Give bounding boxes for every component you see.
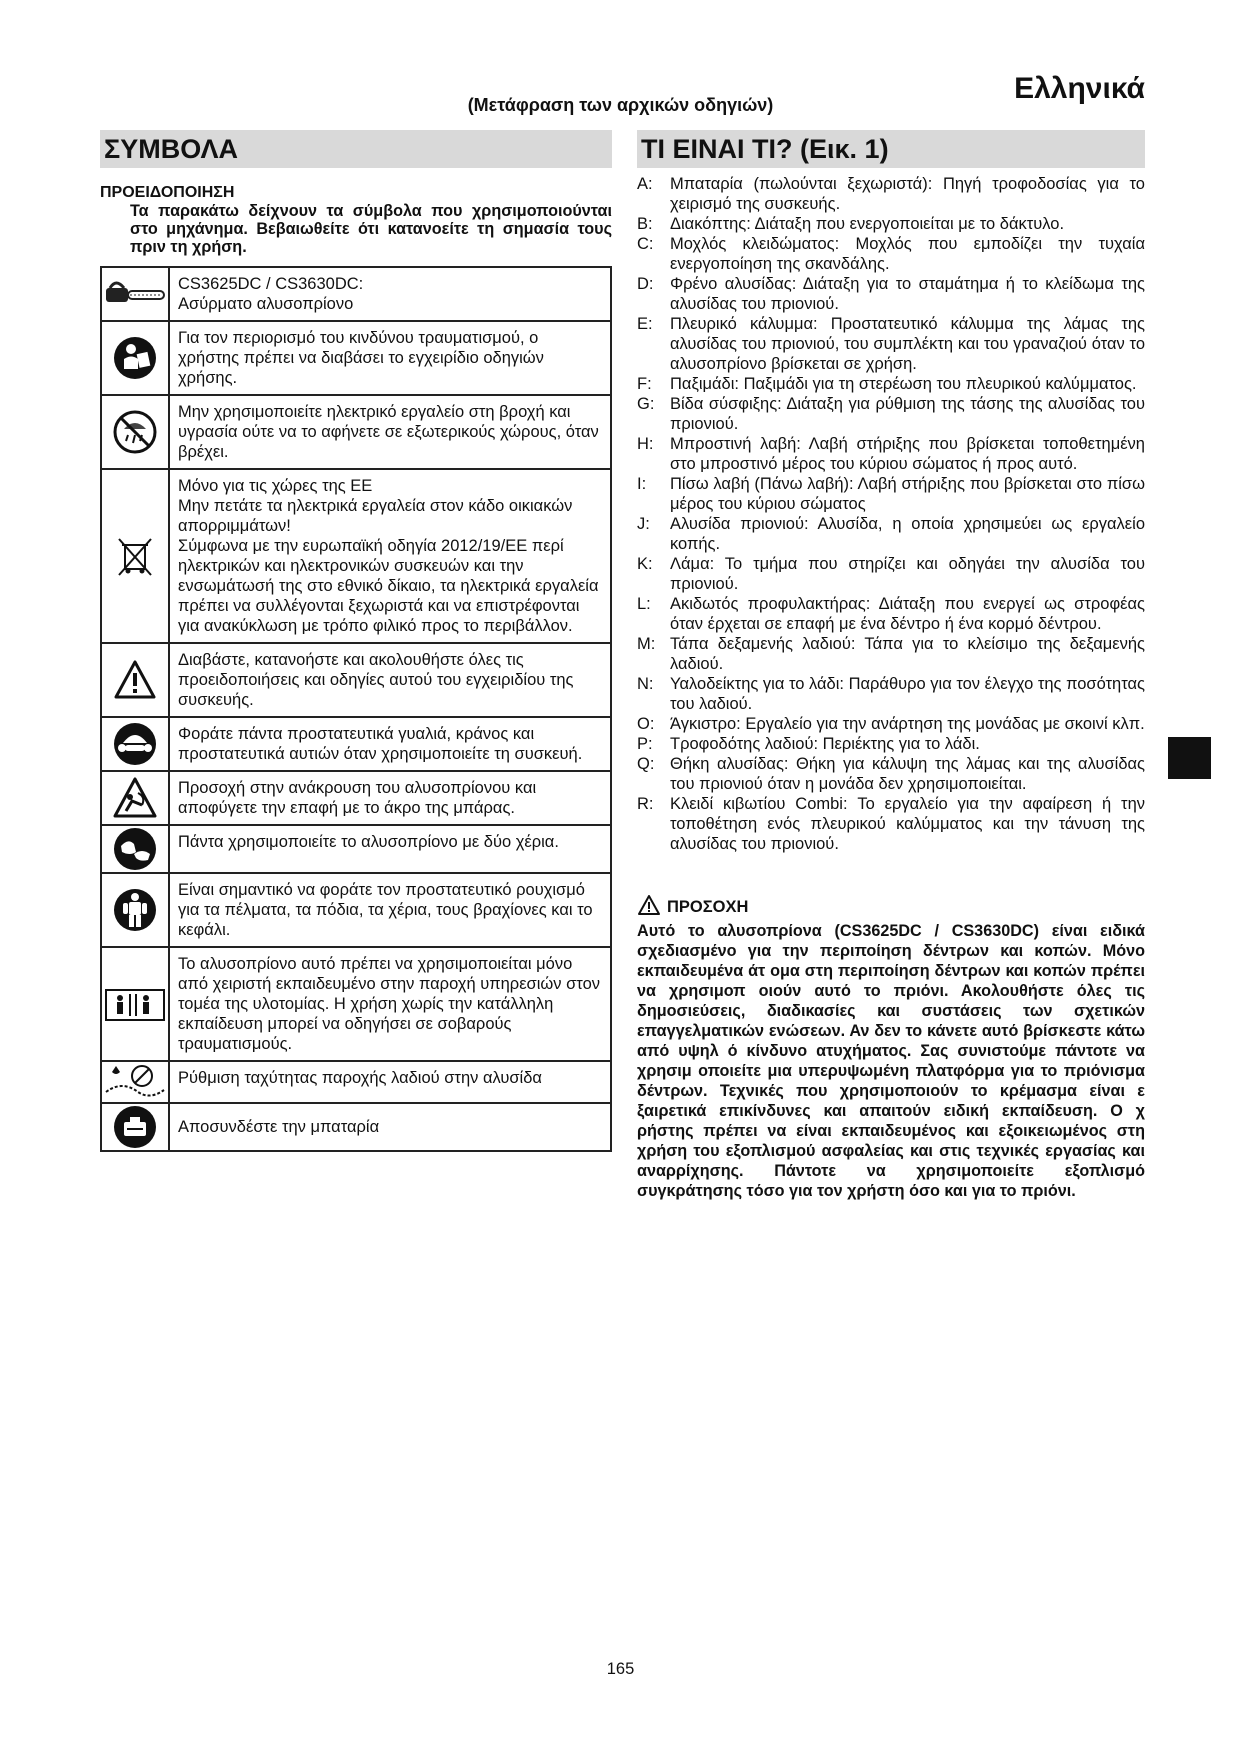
part-letter: E:: [637, 315, 653, 333]
translation-subtitle: (Μετάφραση των αρχικών οδηγιών): [467, 95, 774, 115]
language-label: Ελληνικά: [1014, 72, 1145, 105]
symbol-row: [101, 873, 611, 947]
part-letter: I:: [637, 475, 647, 493]
part-description: Αλυσίδα πριονιού: Αλυσίδα, η οποία χρησιμεύει ως εργαλείο κοπής.: [670, 515, 1145, 553]
list-item: [637, 174, 1145, 214]
tree-service-icon: [102, 984, 168, 1024]
part-description: Μπαταρία (πωλούνται ξεχωριστά): Πηγή τροφοδοσίας για το χειρισμό της συσκευής.: [670, 175, 1145, 213]
part-letter: D:: [637, 275, 654, 293]
symbols-table: [100, 266, 612, 1152]
part-letter: J:: [637, 515, 650, 533]
part-description: Ακιδωτός προφυλακτήρας: Διάταξη που ενεργεί ως στροφέας όταν έρχεται σε επαφή με ένα δέντρο ή ένα κορμό δέντρου.: [670, 595, 1145, 633]
part-description: Τάπα δεξαμενής λαδιού: Τάπα για το κλείσιμο της δεξαμενής λαδιού.: [670, 635, 1145, 673]
list-item: [637, 214, 1145, 234]
part-letter: N:: [637, 675, 654, 693]
list-item: [637, 594, 1145, 634]
kickback-warning-icon: [112, 775, 158, 821]
symbol-text-line: Μην χρησιμοποιείτε ηλεκτρικό εργαλείο στη βροχή και υγρασία ούτε να το αφήνετε σε εξωτερικούς χώρους, όταν βρέχει.: [178, 403, 599, 461]
symbol-text-line: Φοράτε πάντα προστατευτικά γυαλιά, κράνος και προστατευτικά αυτιών όταν χρησιμοποιείτε τη συσκευή.: [178, 725, 583, 763]
part-letter: P:: [637, 735, 653, 753]
symbol-row: [101, 771, 611, 825]
part-description: Υαλοδείκτης για το λάδι: Παράθυρο για τον έλεγχο της ποσότητας του λαδιού.: [670, 675, 1145, 713]
symbol-text-line: Μόνο για τις χώρες της ΕΕ: [178, 477, 373, 495]
symbol-text-line: Ρύθμιση ταχύτητας παροχής λαδιού στην αλυσίδα: [178, 1069, 542, 1087]
part-description: Κλειδί κιβωτίου Combi: Το εργαλείο για την αφαίρεση ή την τοποθέτηση ενός πλευρικού καλύμματος και την τάνυση της αλυσίδας του πριονιού.: [670, 795, 1145, 853]
symbol-text-line: Μην πετάτε τα ηλεκτρικά εργαλεία στον κάδο οικιακών απορριμμάτων!: [178, 497, 573, 535]
list-item: [637, 714, 1145, 734]
part-description: Φρένο αλυσίδας: Διάταξη για το σταμάτημα ή το κλείδωμα της αλυσίδας του πριονιού.: [670, 275, 1145, 313]
part-description: Θήκη αλυσίδας: Θήκη για κάλυψη της λάμας και της αλυσίδας του πριονιού όταν η μονάδα δεν χρησιμοποιείται.: [670, 755, 1145, 793]
symbols-heading: ΣΥΜΒΟΛΑ: [100, 130, 612, 168]
symbol-text-line: Το αλυσοπρίονο αυτό πρέπει να χρησιμοποιείται μόνο από χειριστή εκπαιδευμένο στην παροχή υπηρεσιών στον τομέα της υλοτομίας. Η χρήση χωρίς την κατάλληλη εκπαίδευση μπορεί να οδηγήσει σε σοβαρούς τραυματισμούς.: [178, 955, 601, 1053]
part-description: Πλευρικό κάλυμμα: Προστατευτικό κάλυμμα της λάμας της αλυσίδας του πριονιού, του συμπλέκτη και του γραναζιού όταν το αλυσοπρίονο βρίσκεται σε χρήση.: [670, 315, 1145, 373]
symbol-row: [101, 395, 611, 469]
symbol-row: [101, 947, 611, 1061]
caution-text: Αυτό το αλυσοπρίονα (CS3625DC / CS3630DC) είναι ειδικά σχεδιασμένο για την περιποίηση δέντρων και κοπών. Μόνο εκπαιδευμένα άτ ομα στη περιποίηση δέντρων και κοπών πρέπει να χρησιμοπ οιούν αυτό το πριόνι. Ακολουθήστε όλες τις δημοσιεύσεις, διαδικασίες και συστάσεις των σχετικών επαγγελματικών ενώσεων. Αν δεν το κάνετε αυτό βρίσκεστε κάτω από υψηλ ό κίνδυνο ατυχήματος. Σας συνιστούμε πάντοτε να χρησιμ οποιείτε μια υπερυψωμένη πλατφόρμα για το πριόνισμα δέντρων. Τεχνικές που χρησιμοποιούν το κρέμασμα είναι ε ξαιρετικά επικίνδυνες και απαιτούν ειδική εκπαίδευση. Ο χ ρήστης πρέπει να είναι εκπαιδευμένος και εξοικειωμένος στη χρήση του εξοπλισμού ασφαλείας και στις τεχνικές εργασίας και αναρρίχησης. Πάντοτε να χρησιμοποιείτε εξοπλισμό συγκράτησης τόσο για τον χρήστη όσο και για το πριόνι.: [637, 922, 1145, 1200]
part-description: Μοχλός κλειδώματος: Μοχλός που εμποδίζει την τυχαία ενεργοποίηση της σκανδάλης.: [670, 235, 1145, 273]
part-description: Μπροστινή λαβή: Λαβή στήριξης που βρίσκεται τοποθετημένη στο μπροστινό μέρος του κύριου σώματος ή προς αυτό.: [670, 435, 1145, 473]
warning-title: ΠΡΟΕΙΔΟΠΟΙΗΣΗ: [100, 184, 235, 201]
part-letter: R:: [637, 795, 654, 813]
part-letter: M:: [637, 635, 656, 653]
symbol-text-line: Αποσυνδέστε την μπαταρία: [178, 1118, 380, 1136]
what-is-what-section: [637, 130, 1145, 1201]
section-tab-marker: [1168, 737, 1211, 779]
part-description: Παξιμάδι: Παξιμάδι για τη στερέωση του πλευρικού καλύμματος.: [670, 375, 1137, 393]
part-letter: B:: [637, 215, 653, 233]
protective-gear-icon: [112, 721, 158, 767]
part-description: Βίδα σύσφιξης: Διάταξη για ρύθμιση της τάσης της αλυσίδας του πριονιού.: [670, 395, 1145, 433]
list-item: [637, 434, 1145, 474]
part-letter: C:: [637, 235, 654, 253]
symbol-text-line: Πάντα χρησιμοποιείτε το αλυσοπρίονο με δύο χέρια.: [178, 833, 559, 851]
list-item: [637, 514, 1145, 554]
what-is-what-heading: ΤΙ ΕΙΝΑΙ ΤΙ? (Εικ. 1): [637, 130, 1145, 168]
part-description: Πίσω λαβή (Πάνω λαβή): Λαβή στήριξης που βρίσκεται στο πίσω μέρος του κύριου σώματος: [670, 475, 1145, 513]
list-item: [637, 634, 1145, 674]
oil-flow-icon: [102, 1062, 168, 1102]
list-item: [637, 554, 1145, 594]
part-description: Λάμα: Το τμήμα που στηρίζει και οδηγάει την αλυσίδα του πριονιού.: [670, 555, 1145, 593]
list-item: [637, 394, 1145, 434]
symbol-text-line: Σύμφωνα με την ευρωπαϊκή οδηγία 2012/19/ΕΕ περί ηλεκτρικών και ηλεκτρονικών συσκευών και την ενσωμάτωσή της στο εθνικό δίκαιο, τα ηλεκτρικά εργαλεία πρέπει να συλλέγονται ξεχωριστά και να επιστρέφονται για ανακύκλωση με τρόπο φιλικό προς το περιβάλλον.: [178, 537, 599, 635]
caution-block: [637, 894, 1145, 1201]
warning-text: Τα παρακάτω δείχνουν τα σύμβολα που χρησιμοποιούνται στο μηχάνημα. Βεβαιωθείτε ότι κατανοείτε τη σημασία τους πριν τη χρήση.: [130, 202, 612, 256]
protective-clothing-icon: [112, 887, 158, 933]
symbol-text-line: CS3625DC / CS3630DC:: [178, 275, 364, 293]
part-letter: Q:: [637, 755, 655, 773]
symbol-text-line: Ασύρματο αλυσοπρίονο: [178, 295, 354, 313]
symbol-text-line: Για τον περιορισμό του κινδύνου τραυματισμού, ο χρήστης πρέπει να διαβάσει το εγχειρίδιο οδηγιών χρήσης.: [178, 329, 544, 387]
symbol-row: [101, 643, 611, 717]
symbols-section: [100, 130, 612, 1152]
symbol-row: [101, 267, 611, 321]
two-hands-icon: [112, 826, 158, 872]
list-item: [637, 794, 1145, 854]
part-description: Τροφοδότης λαδιού: Περιέκτης για το λάδι.: [670, 735, 980, 753]
list-item: [637, 234, 1145, 274]
part-description: Διακόπτης: Διάταξη που ενεργοποιείται με το δάκτυλο.: [670, 215, 1065, 233]
weee-bin-icon: [112, 533, 158, 579]
list-item: [637, 314, 1145, 374]
no-rain-icon: [112, 409, 158, 455]
remove-battery-icon: [112, 1104, 158, 1150]
list-item: [637, 374, 1145, 394]
list-item: [637, 674, 1145, 714]
part-letter: H:: [637, 435, 654, 453]
symbol-row: [101, 1103, 611, 1151]
list-item: [637, 474, 1145, 514]
chainsaw-icon: [102, 274, 168, 314]
symbol-text-line: Είναι σημαντικό να φοράτε τον προστατευτικό ρουχισμό για τα πέλματα, τα πόδια, τα χέρια, τους βραχίονες και το κεφάλι.: [178, 881, 593, 939]
part-description: Άγκιστρο: Εργαλείο για την ανάρτηση της μονάδας με σκοινί κλπ.: [670, 715, 1145, 733]
symbol-row: [101, 825, 611, 873]
warning-triangle-icon: [112, 657, 158, 703]
part-letter: K:: [637, 555, 653, 573]
symbol-row: [101, 469, 611, 643]
parts-list: [637, 174, 1145, 854]
part-letter: L:: [637, 595, 651, 613]
symbol-row: [101, 321, 611, 395]
symbol-text-line: Προσοχή στην ανάκρουση του αλυσοπρίονου και αποφύγετε την επαφή με το άκρο της μπάρας.: [178, 779, 537, 817]
page-number: 165: [606, 1660, 635, 1678]
read-manual-icon: [112, 335, 158, 381]
part-letter: G:: [637, 395, 655, 413]
symbol-row: [101, 1061, 611, 1103]
caution-triangle-icon: [637, 894, 661, 921]
list-item: [637, 734, 1145, 754]
part-letter: O:: [637, 715, 655, 733]
part-letter: A:: [637, 175, 653, 193]
list-item: [637, 274, 1145, 314]
list-item: [637, 754, 1145, 794]
symbol-row: [101, 717, 611, 771]
part-letter: F:: [637, 375, 652, 393]
caution-title: ΠΡΟΣΟΧΗ: [667, 898, 749, 916]
symbol-text-line: Διαβάστε, κατανοήστε και ακολουθήστε όλες τις προειδοποιήσεις και οδηγίες αυτού του εγχειριδίου της συσκευής.: [178, 651, 574, 709]
